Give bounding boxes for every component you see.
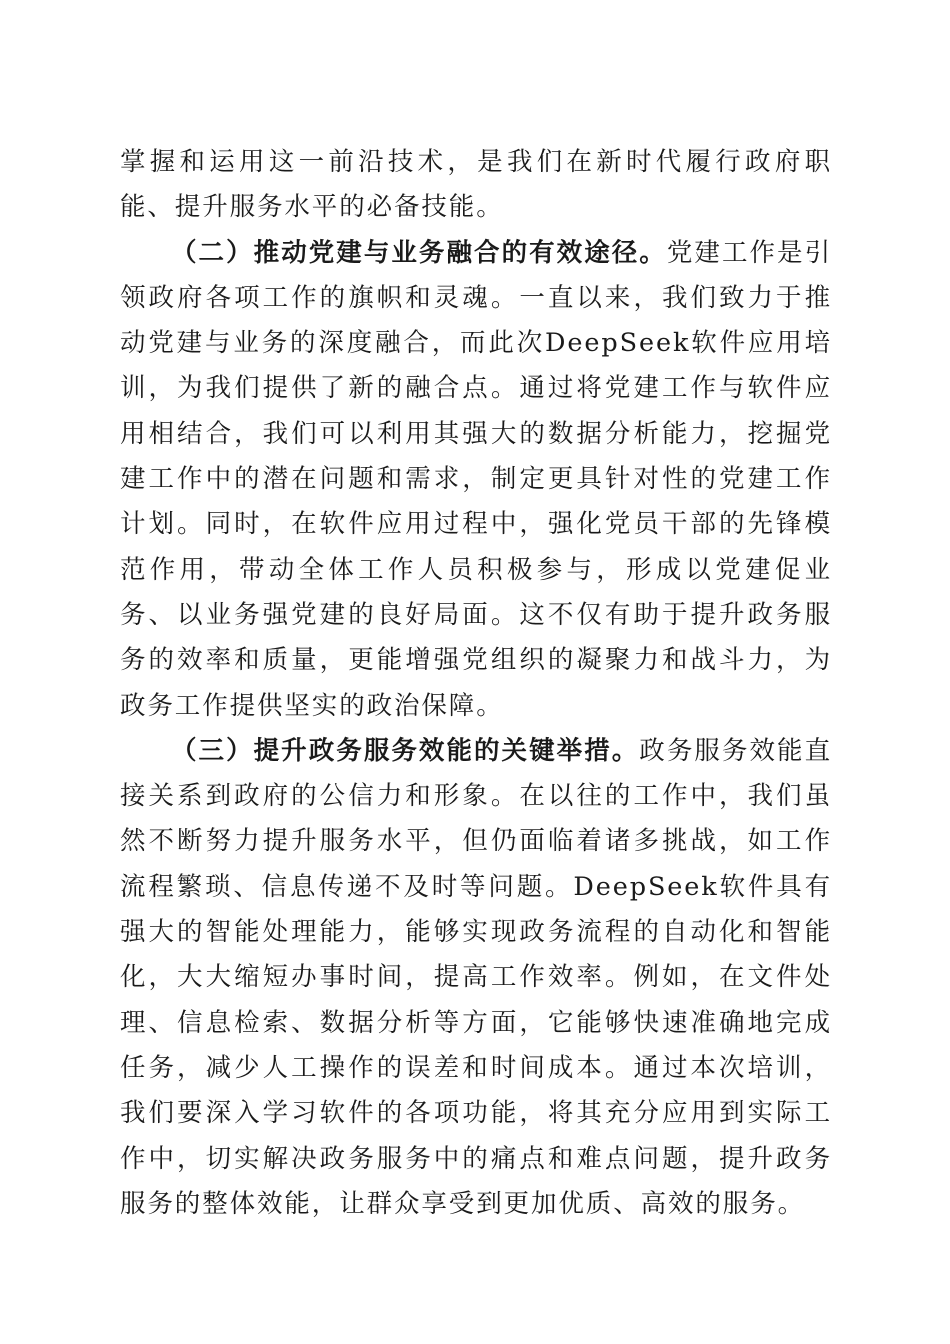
section-heading: （二）推动党建与业务融合的有效途径。: [171, 237, 667, 268]
paragraph-section-2: [120, 231, 832, 729]
section-heading: （三）提升政务服务效能的关键举措。: [171, 735, 640, 766]
paragraph-continuation: [120, 140, 832, 231]
paragraph-text: 政务服务效能直接关系到政府的公信力和形象。在以往的工作中，我们虽然不断努力提升服务水平，但仍面临着诸多挑战，如工作流程繁琐、信息传递不及时等问题。DeepSeek软件具有强大的智能处理能力，能够实现政务流程的自动化和智能化，大大缩短办事时间，提高工作效率。例如，在文件处理、信息检索、数据分析等方面，它能够快速准确地完成任务，减少人工操作的误差和时间成本。通过本次培训，我们要深入学习软件的各项功能，将其充分应用到实际工作中，切实解决政务服务中的痛点和难点问题，提升政务服务的整体效能，让群众享受到更加优质、高效的服务。: [120, 735, 832, 1219]
document-body: [120, 140, 832, 1227]
paragraph-text: 掌握和运用这一前沿技术，是我们在新时代履行政府职能、提升服务水平的必备技能。: [120, 147, 832, 223]
paragraph-section-3: [120, 729, 832, 1227]
paragraph-text: 党建工作是引领政府各项工作的旗帜和灵魂。一直以来，我们致力于推动党建与业务的深度融合，而此次DeepSeek软件应用培训，为我们提供了新的融合点。通过将党建工作与软件应用相结合，我们可以利用其强大的数据分析能力，挖掘党建工作中的潜在问题和需求，制定更具针对性的党建工作计划。同时，在软件应用过程中，强化党员干部的先锋模范作用，带动全体工作人员积极参与，形成以党建促业务、以业务强党建的良好局面。这不仅有助于提升政务服务的效率和质量，更能增强党组织的凝聚力和战斗力，为政务工作提供坚实的政治保障。: [120, 237, 832, 721]
